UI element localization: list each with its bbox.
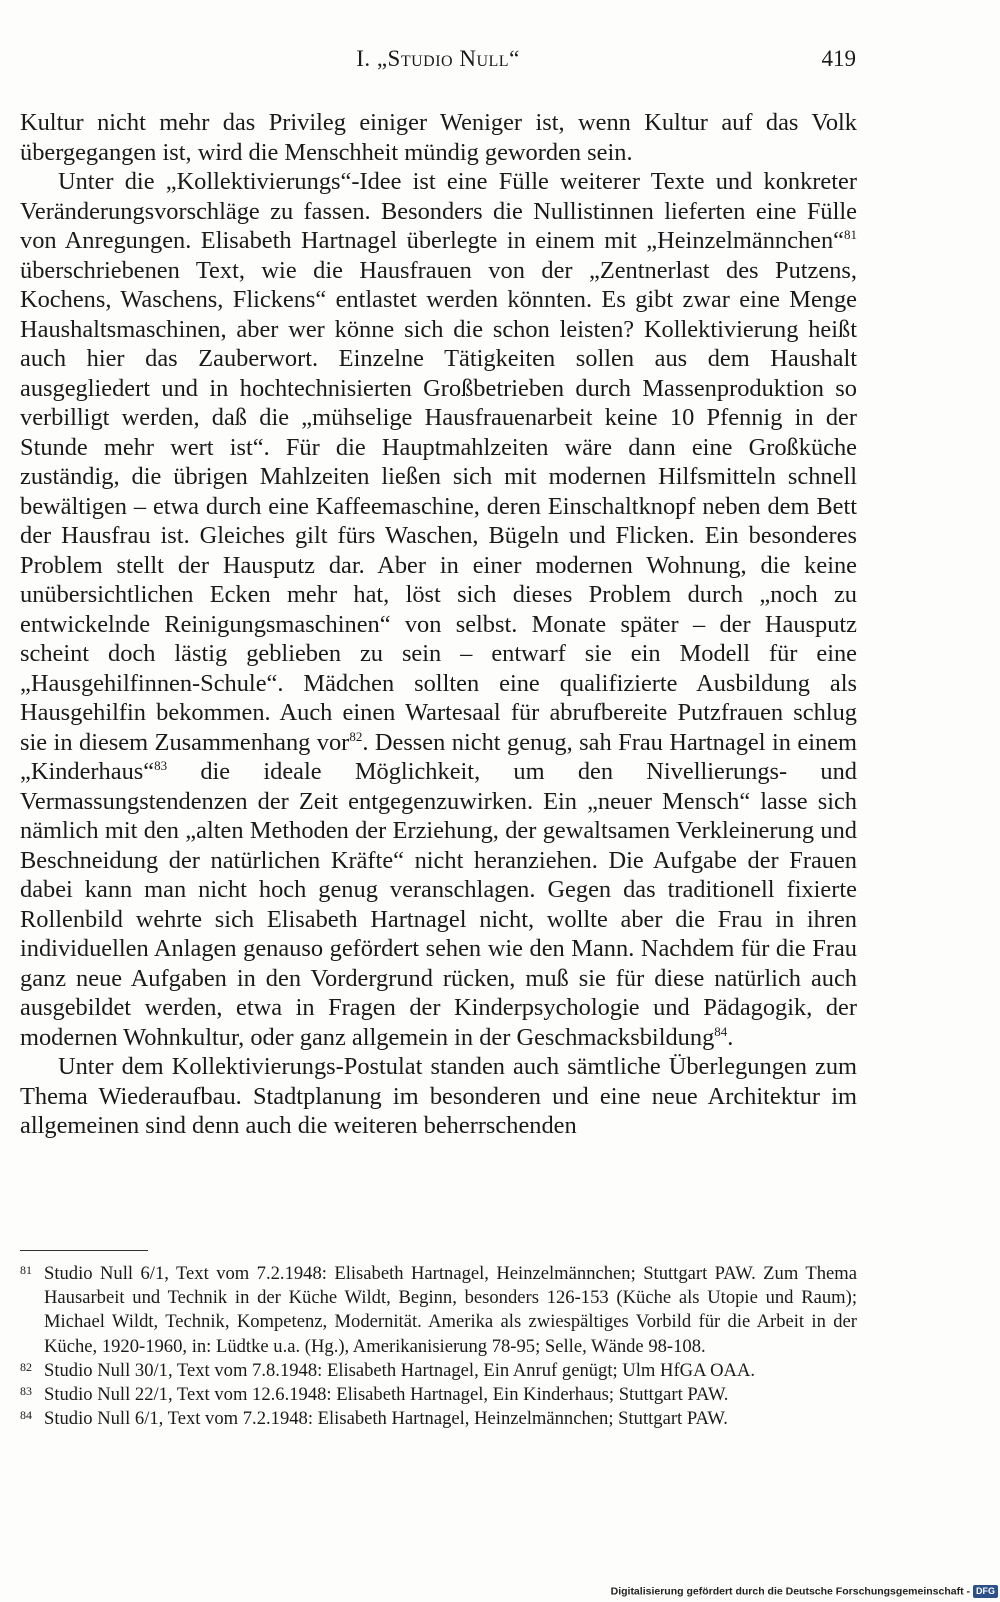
- digitization-credit: [611, 1585, 998, 1598]
- footnote-text: Studio Null 30/1, Text vom 7.8.1948: Elisabeth Hartnagel, Ein Anruf genügt; Ulm HfGA OAA.: [44, 1359, 756, 1381]
- footnote-82: [20, 1359, 857, 1383]
- footnote-ref-81[interactable]: 81: [844, 227, 857, 242]
- paragraph-2-part-a: Unter die „Kollektivierungs“-Idee ist eine Fülle weiterer Texte und konkreter Veränderungsvorschläge zu fassen. Besonders die Nullistinnen lieferten eine Fülle von Anregungen. Elisabeth Hartnagel überlegte in einem mit „Heinzelmännchen“: [20, 168, 857, 254]
- footnote-84: [20, 1407, 857, 1431]
- footnote-83: [20, 1383, 857, 1407]
- running-title: I. „Studio Null“: [356, 46, 520, 71]
- running-head: [20, 46, 856, 80]
- paragraph-2-part-c: . Dessen nicht genug, sah Frau Hartnagel in einem „Kinderhaus“: [20, 728, 857, 785]
- footnote-ref-84[interactable]: 84: [714, 1023, 728, 1039]
- paragraph-1: Kultur nicht mehr das Privileg einiger Weniger ist, wenn Kultur auf das Volk übergegangen ist, wird die Menschheit mündig geworden sein.: [20, 109, 857, 166]
- footnote-text: Studio Null 6/1, Text vom 7.2.1948: Elisabeth Hartnagel, Heinzelmännchen; Stuttgart PAW.: [44, 1408, 728, 1430]
- footnote-81: [20, 1262, 857, 1359]
- footnote-divider: [20, 1250, 148, 1251]
- footnote-text: Studio Null 22/1, Text vom 12.6.1948: Elisabeth Hartnagel, Ein Kinderhaus; Stuttgart PAW.: [44, 1384, 729, 1406]
- paragraph-2-part-d: die ideale Möglichkeit, um den Nivellierungs- und Vermassungstendenzen der Zeit entgegenzuwirken. Ein „neuer Mensch“ lasse sich nämlich mit den „alten Methoden der Erziehung, der gewaltsamen Verkleinerung und Beschneidung der natürlichen Kräfte“ nicht heranziehen. Die Aufgabe der Frauen dabei kann man nicht hoch genug veranschlagen. Gegen das traditionell fixierte Rollenbild wehrte sich Elisabeth Hartnagel nicht, wollte aber die Frau in ihren individuellen Anlagen genauso gefördert sehen wie den Mann. Nachdem für die Frau ganz neue Aufgaben in den Vordergrund rücken, muß sie für diese natürlich auch ausgebildet werden, etwa in Fragen der Kinderpsychologie und Pädagogik, der modernen Wohnkultur, oder ganz allgemein in der Geschmacksbildung: [20, 758, 857, 1051]
- footnote-ref-83[interactable]: 83: [154, 758, 168, 773]
- page-number: 419: [821, 46, 856, 71]
- paragraph-2: [20, 167, 857, 1052]
- footnote-number: 84: [20, 1408, 32, 1423]
- dfg-logo-icon: DFG: [973, 1585, 998, 1598]
- footnote-ref-82[interactable]: 82: [349, 728, 363, 744]
- footnote-text: Studio Null 6/1, Text vom 7.2.1948: Elisabeth Hartnagel, Heinzelmännchen; Stuttgart PAW. Zum Thema Hausarbeit und Technik in der Küche Wildt, Beginn, besonders 126-153 (Küche als Utopie und Raum); Michael Wildt, Technik, Kompetenz, Modernität. Amerika als zwiespältiges Vorbild für die Arbeit in der Küche, 1920-1960, in: Lüdtke u.a. (Hg.), Amerikanisierung 78-95; Selle, Wände 98-108.: [44, 1263, 857, 1357]
- footnote-number: 83: [20, 1384, 32, 1399]
- footnote-number: 81: [20, 1263, 32, 1277]
- main-text: [20, 108, 857, 1141]
- footnote-number: 82: [20, 1359, 32, 1374]
- footnotes: [20, 1262, 857, 1431]
- paragraph-2-part-b: überschriebenen Text, wie die Hausfrauen von der „Zentnerlast des Putzens, Kochens, Waschens, Flickens“ entlastet werden könnten. Es gibt zwar eine Menge Haushaltsmaschinen, aber wer könne sich die schon leisten? Kollektivierung heißt auch hier das Zauberwort. Einzelne Tätigkeiten sollen aus dem Haushalt ausgegliedert und in hochtechnisierten Großbetrieben durch Massenproduktion so verbilligt werden, daß die „mühselige Hausfrauenarbeit keine 10 Pfennig in der Stunde mehr wert ist“. Für die Hauptmahlzeiten wäre dann eine Großküche zuständig, die übrigen Mahlzeiten ließen sich mit modernen Hilfsmitteln schnell bewältigen – etwa durch eine Kaffeemaschine, deren Einschaltknopf neben dem Bett der Hausfrau ist. Gleiches gilt fürs Waschen, Bügeln und Flicken. Ein besonderes Problem stellt der Hausputz dar. Aber in einer modernen Wohnung, die keine unübersichtlichen Ecken mehr hat, löst sich dieses Problem durch „noch zu entwickelnde Reinigungsmaschinen“ von selbst. Monate später – der Hausputz scheint doch lästig geblieben zu sein – entwarf sie ein Modell für eine „Hausgehilfinnen-Schule“. Mädchen sollten eine qualifizierte Ausbildung als Hausgehilfin bekommen. Auch einen Wartesaal für abrufbereite Putzfrauen schlug sie in diesem Zusammenhang vor: [20, 256, 857, 756]
- paragraph-3: Unter dem Kollektivierungs-Postulat standen auch sämtliche Überlegungen zum Thema Wiederaufbau. Stadtplanung im besonderen und eine neue Architektur im allgemeinen sind denn auch die weiteren beherrschenden: [20, 1053, 857, 1139]
- digitization-credit-text: Digitalisierung gefördert durch die Deutsche Forschungsgemeinschaft -: [610, 1585, 970, 1598]
- paragraph-2-part-e: .: [727, 1023, 734, 1051]
